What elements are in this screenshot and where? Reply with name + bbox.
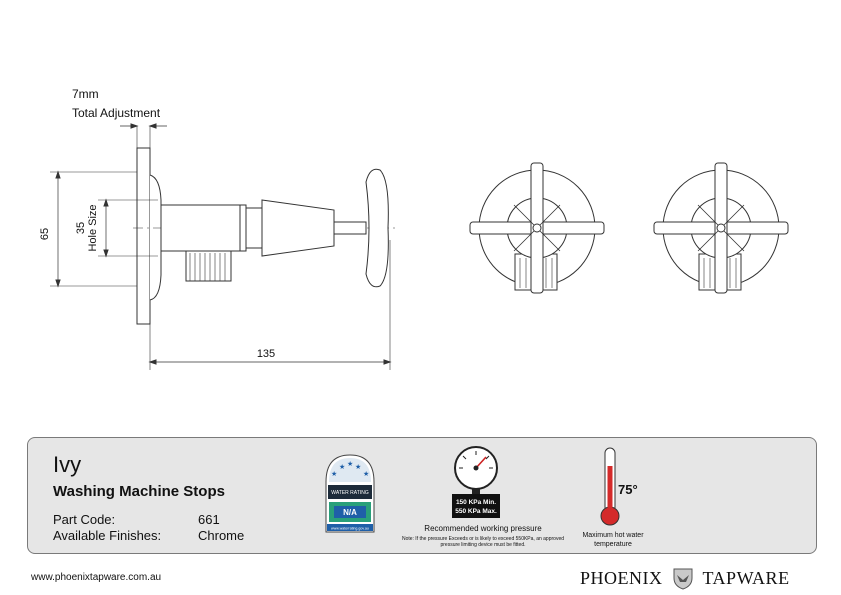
pressure-max: 550 KPa Max.: [455, 508, 497, 515]
dim-hole-label: Hole Size: [87, 204, 99, 252]
svg-text:★: ★: [331, 471, 338, 478]
part-code-label: Part Code:: [53, 512, 116, 527]
product-type: Washing Machine Stops: [53, 483, 225, 500]
front-view-1: [470, 163, 604, 293]
product-name: Ivy: [53, 452, 82, 477]
product-info-panel: [27, 437, 817, 554]
part-code-value: 661: [198, 512, 220, 527]
svg-text:★: ★: [363, 471, 370, 478]
bonnet: [246, 208, 262, 248]
water-rating-title: WATER RATING: [331, 490, 369, 496]
brand-logo: [580, 565, 790, 591]
dim-length: 135: [256, 348, 276, 360]
pressure-note: Note: If the pressure Exceeds or is likely to exceed 550KPa, an approved pressure limiting device must be fitted.: [401, 536, 565, 548]
pressure-title: Recommended working pressure: [424, 524, 542, 533]
flange: [150, 175, 161, 300]
dim-height: 65: [39, 227, 51, 241]
pressure-min: 150 KPa Min.: [455, 499, 497, 506]
dim-adjustment-label: Total Adjustment: [72, 106, 161, 120]
valve-body: [161, 205, 246, 251]
brand-right: TAPWARE: [702, 567, 790, 588]
footer-url[interactable]: www.phoenixtapware.com.au: [31, 572, 162, 583]
finishes-label: Available Finishes:: [53, 528, 162, 543]
water-rating-badge: [323, 452, 377, 534]
outlet-thread: [186, 251, 231, 281]
svg-text:★: ★: [355, 464, 362, 471]
handle-side: [366, 169, 388, 287]
wall-plate: [137, 148, 150, 324]
temperature-value: 75°: [618, 482, 638, 497]
phoenix-crest-icon: [671, 566, 695, 590]
pressure-gauge: [446, 444, 506, 520]
dim-adjustment-value: 7mm: [72, 87, 99, 101]
svg-text:★: ★: [347, 461, 354, 468]
water-rating-url: www.waterrating.gov.au: [331, 526, 369, 531]
front-view-2: [654, 163, 788, 293]
dim-hole-value: 35: [75, 221, 87, 235]
finishes-value: Chrome: [198, 528, 245, 543]
temperature-label: Maximum hot water temperature: [582, 532, 644, 548]
water-rating-value: N/A: [343, 508, 357, 517]
svg-text:★: ★: [339, 464, 346, 471]
cover: [262, 200, 334, 256]
brand-left: PHOENIX: [580, 567, 663, 588]
